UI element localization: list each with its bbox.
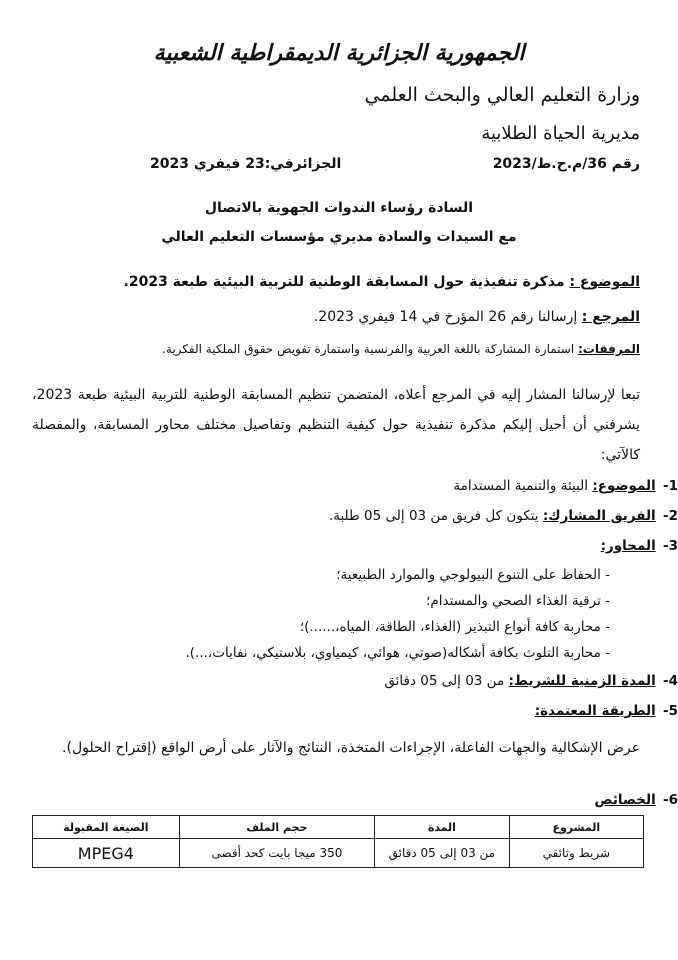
- subject-text: مذكرة تنفيذية حول المسابقة الوطنية للتربية البيئية طبعة 2023.: [123, 274, 565, 290]
- item-topic: [453, 478, 678, 494]
- item-specs: [594, 792, 678, 808]
- item-number: 2-: [662, 508, 678, 524]
- ministry-name: وزارة التعليم العالي والبحث العلمي: [364, 84, 640, 106]
- item-label: الخصائص: [594, 792, 656, 808]
- subject-label: الموضوع :: [569, 274, 640, 290]
- table-cell: شريط وثائقي: [509, 839, 643, 868]
- reference-text: إرسالنا رقم 26 المؤرخ في 14 فيفري 2023.: [313, 309, 578, 325]
- table-header-row: [33, 816, 644, 839]
- item-text: البيئة والتنمية المستدامة: [453, 478, 589, 494]
- axis-item: - ترقية الغذاء الصحي والمستدام؛: [426, 593, 610, 609]
- table-header-cell: المشروع: [509, 816, 643, 839]
- recipient-line-2: مع السيدات والسادة مديري مؤسسات التعليم العالي: [161, 229, 517, 245]
- item-text: يتكون كل فريق من 03 إلى 05 طلبة.: [328, 508, 539, 524]
- axis-item: - محاربة التلوث بكافة أشكاله(صوتي، هوائي، كيمياوي، بلاستيكي، نفايات،...).: [185, 645, 610, 661]
- axis-item: - الحفاظ على التنوع البيولوجي والموارد الطبيعية؛: [336, 567, 610, 583]
- method-text: عرض الإشكالية والجهات الفاعلة، الإجراءات المتخذة، النتائج والآثار على أرض الواقع (إقتراح الحلول).: [62, 740, 640, 756]
- specs-table: [32, 815, 644, 868]
- item-label: المدة الزمنية للشريط:: [508, 673, 656, 689]
- item-label: الفريق المشارك:: [542, 508, 656, 524]
- recipient-line-1: السادة رؤساء الندوات الجهوية بالاتصال: [204, 200, 474, 216]
- table-header-cell: المدة: [375, 816, 509, 839]
- axis-item: - محاربة كافة أنواع التبذير (الغذاء، الطاقة، المياه،......)؛: [299, 619, 610, 635]
- intro-paragraph: تبعا لإرسالنا المشار إليه في المرجع أعلاه، المتضمن تنظيم المسابقة الوطنية للتربية البيئية طبعة 2023، يشرفني أن أحيل إليكم مذكرة تنفيذية حول كيفية التنظيم وتفاصيل مختلف محاور المسابقة، والمفصلة كالآتي:: [32, 387, 640, 463]
- item-label: المحاور:: [600, 538, 656, 554]
- item-number: 3-: [662, 538, 678, 554]
- reference-label: المرجع :: [581, 309, 640, 325]
- item-team: [329, 508, 678, 524]
- item-method: [535, 703, 678, 719]
- attachments-text: استمارة المشاركة باللغة العربية والفرنسية واستمارة تفويض حقوق الملكية الفكرية.: [162, 342, 575, 356]
- item-number: 4-: [662, 673, 678, 689]
- item-label: الطريقة المعتمدة:: [534, 703, 656, 719]
- item-text: من 03 إلى 05 دقائق: [384, 673, 505, 689]
- table-cell: MPEG4: [33, 839, 180, 868]
- attachments-label: المرفقات:: [578, 342, 640, 356]
- table-cell: 350 ميجا بايت كحد أقصى: [179, 839, 375, 868]
- item-duration: [384, 673, 678, 689]
- item-axes: [601, 538, 678, 554]
- item-number: 1-: [662, 478, 678, 494]
- reference-line: [314, 309, 640, 325]
- directorate-name: مديرية الحياة الطلابية: [481, 123, 640, 144]
- item-number: 6-: [662, 792, 678, 808]
- item-number: 5-: [662, 703, 678, 719]
- table-header-cell: حجم الملف: [179, 816, 375, 839]
- attachments-line: [162, 342, 640, 356]
- reference-number: رقم 36/م.ح.ط/2023: [492, 156, 640, 172]
- table-cell: من 03 إلى 05 دقائق: [375, 839, 509, 868]
- document-date: الجزائرفي:23 فيفري 2023: [150, 156, 342, 172]
- item-label: الموضوع:: [592, 478, 656, 494]
- table-row: [33, 839, 644, 868]
- table-header-cell: الصيغة المقبولة: [33, 816, 180, 839]
- subject-line: [124, 274, 640, 290]
- republic-title: الجمهورية الجزائرية الديمقراطية الشعبية: [153, 40, 525, 66]
